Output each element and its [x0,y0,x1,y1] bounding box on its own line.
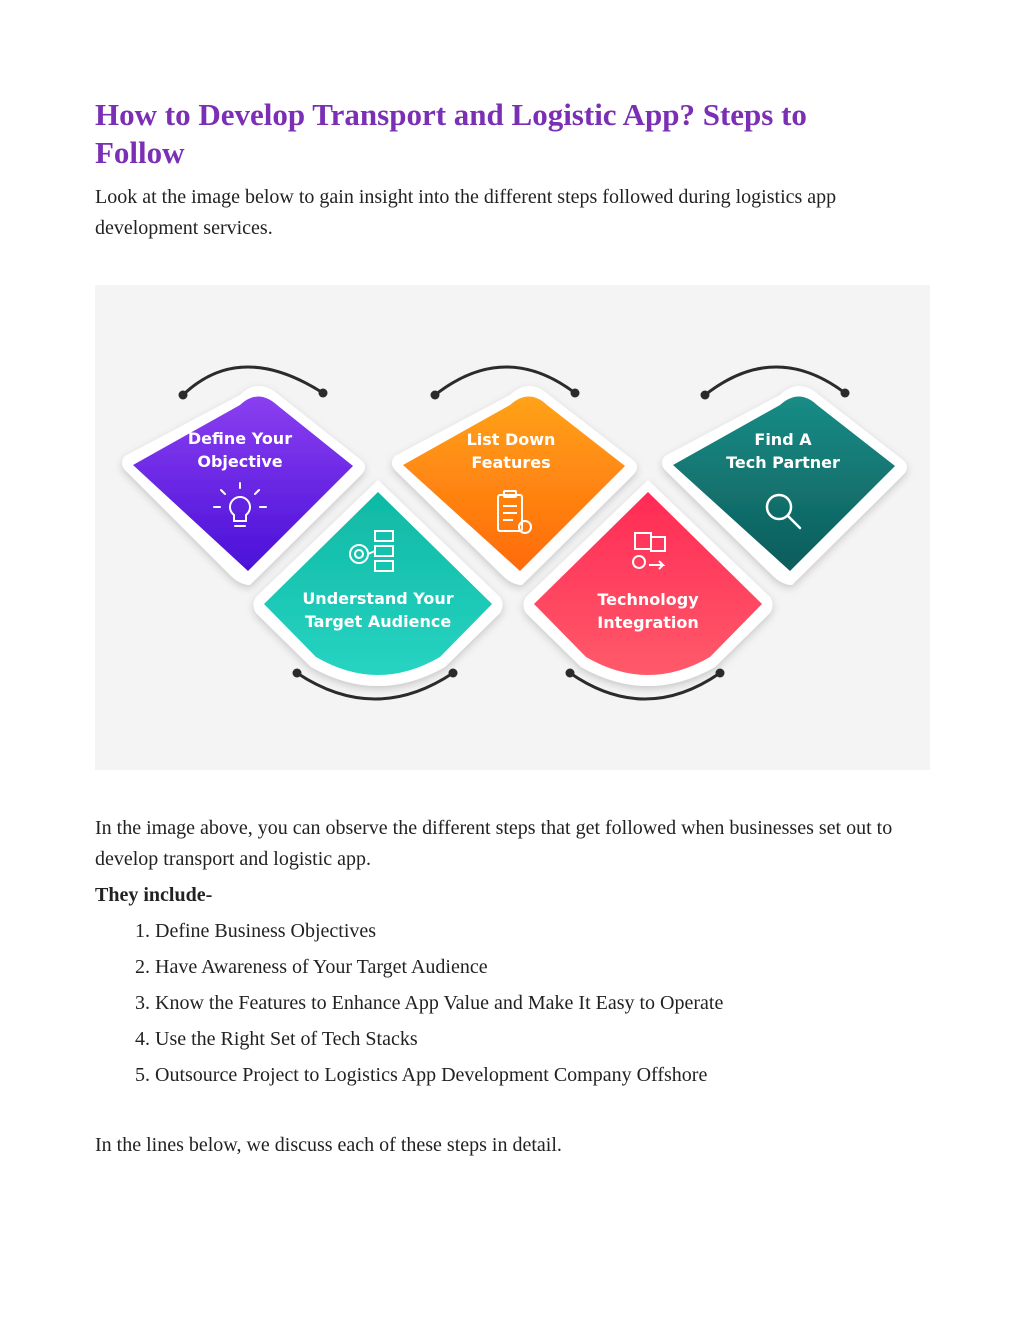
step-1-label-line1: Define Your [187,429,293,448]
steps-list [95,913,935,1093]
intro-paragraph: Look at the image below to gain insight into the different steps followed during logistics app development services. [95,186,837,239]
step-4-label-line2: Integration [597,613,699,632]
step-3-label-line1: List Down [466,430,556,449]
steps-diagram-svg [95,285,930,770]
list-item: 5. Outsource Project to Logistics App Development Company Offshore [155,1057,935,1093]
list-item: 2. Have Awareness of Your Target Audience [155,949,935,985]
steps-diagram [95,285,930,770]
step-1-label-line2: Objective [197,452,283,471]
step-2-label-line1: Understand Your [302,589,454,608]
step-2-label-line2: Target Audience [304,612,452,631]
observation-paragraph: In the image above, you can observe the different steps that get followed when businesses set out to develop transport and logistic app. [95,817,893,870]
step-3-label-line2: Features [471,453,551,472]
page-title: How to Develop Transport and Logistic App? Steps to Follow [95,97,807,170]
outro-paragraph: In the lines below, we discuss each of these steps in detail. [95,1134,562,1156]
they-include-heading: They include- [95,884,213,906]
step-5-label-line1: Find A [754,430,812,449]
list-item: 4. Use the Right Set of Tech Stacks [155,1021,935,1057]
list-item: 1. Define Business Objectives [155,913,935,949]
list-item: 3. Know the Features to Enhance App Value and Make It Easy to Operate [155,985,935,1021]
step-5-label-line2: Tech Partner [726,453,840,472]
step-4-label-line1: Technology [597,590,699,609]
